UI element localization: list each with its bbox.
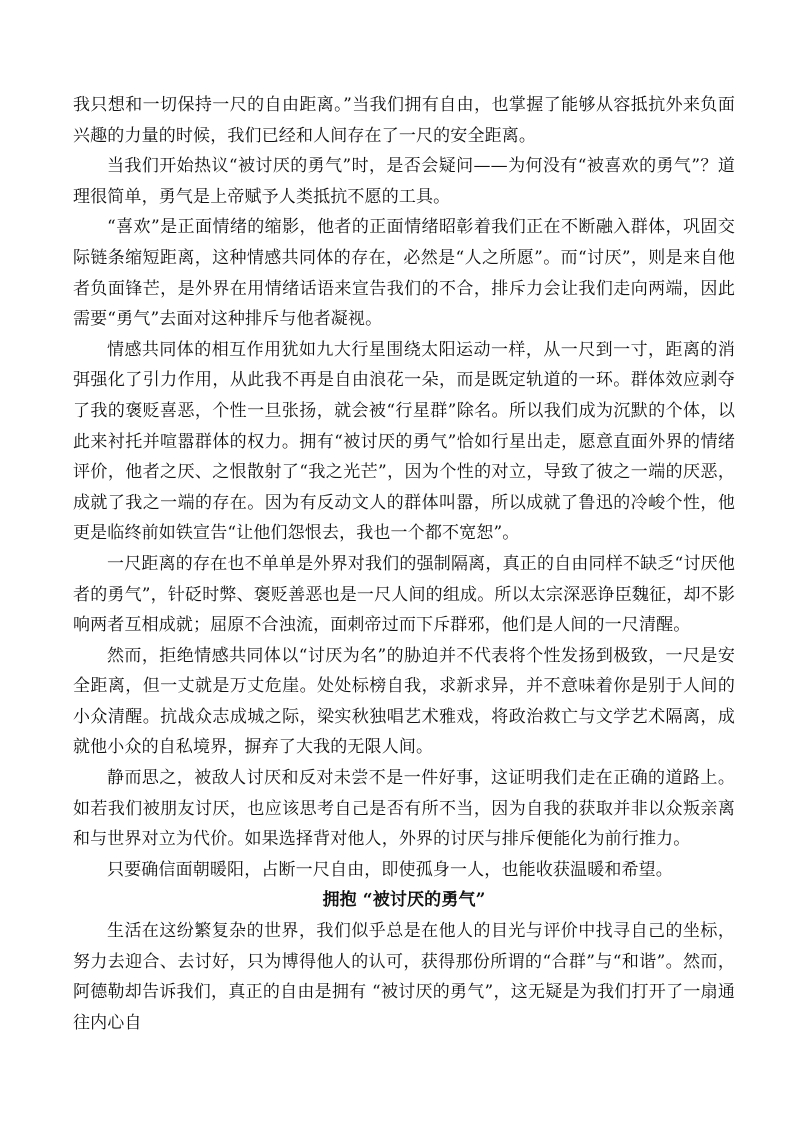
paragraph-3: “喜欢”是正面情绪的缩影，他者的正面情绪昭彰着我们正在不断融入群体，巩固交际链条缩短距离，这种情感共同体的存在，必然是“人之所愿”。而“讨厌”，则是来自他者负面锋芒，是外界在用情绪话语来宣告我们的不合，排斥力会让我们走向两端，因此需要“勇气”去面对这种排斥与他者凝视。 bbox=[73, 217, 735, 330]
paragraph-2: 当我们开始热议“被讨厌的勇气”时，是否会疑问——为何没有“被喜欢的勇气”？道理很简单，勇气是上帝赋予人类抵抗不愿的工具。 bbox=[73, 156, 735, 207]
closing-paragraph: 生活在这纷繁复杂的世界，我们似乎总是在他人的目光与评价中找寻自己的坐标，努力去迎合、去讨好，只为博得他人的认可，获得那份所谓的“合群”与“和谐”。然而，阿德勒却告诉我们，真正的自由是拥有 “被讨厌的勇气”，这无疑是为我们打开了一扇通往内心自 bbox=[73, 921, 735, 1033]
paragraph-1: 我只想和一切保持一尺的自由距离。”当我们拥有自由，也掌握了能够从容抵抗外来负面兴趣的力量的时候，我们已经和人间存在了一尺的安全距离。 bbox=[73, 95, 735, 146]
section-heading: 拥抱 “被讨厌的勇气” bbox=[322, 890, 486, 911]
paragraph-4: 情感共同体的相互作用犹如九大行星围绕太阳运动一样，从一尺到一寸，距离的消弭强化了引力作用，从此我不再是自由浪花一朵，而是既定轨道的一环。群体效应剥夺了我的褒贬喜恶，个性一旦张扬，就会被“行星群”除名。所以我们成为沉默的个体，以此来衬托并喧嚣群体的权力。拥有“被讨厌的勇气”恰如行星出走，愿意直面外界的情绪评价，他者之厌、之恨散射了“我之光芒”，因为个性的对立，导致了彼之一端的厌恶，成就了我之一端的存在。因为有反动文人的群体叫嚣，所以成就了鲁迅的冷峻个性，他更是临终前如铁宣告“让他们怨恨去，我也一个都不宽恕”。 bbox=[73, 339, 735, 544]
paragraph-5: 一尺距离的存在也不单单是外界对我们的强制隔离，真正的自由同样不缺乏“讨厌他者的勇气”，针砭时弊、褒贬善恶也是一尺人间的组成。所以太宗深恶诤臣魏征，却不影响两者互相成就；屈原不合浊流，面刺帝过而下斥群邪，他们是人间的一尺清醒。 bbox=[73, 553, 735, 636]
paragraph-6: 然而，拒绝情感共同体以“讨厌为名”的胁迫并不代表将个性发扬到极致，一尺是安全距离，但一丈就是万丈危崖。处处标榜自我，求新求异，并不意味着你是别于人间的小众清醒。抗战众志成城之际，梁实秋独唱艺术雅戏，将政治救亡与文学艺术隔离，成就他小众的自私境界，摒弃了大我的无限人间。 bbox=[73, 645, 735, 758]
paragraph-8: 只要确信面朝暖阳，占断一尺自由，即使孤身一人，也能收获温暖和希望。 bbox=[107, 859, 673, 880]
paragraph-7: 静而思之，被敌人讨厌和反对未尝不是一件好事，这证明我们走在正确的道路上。如若我们被朋友讨厌，也应该思考自己是否有所不当，因为自我的获取并非以众叛亲离和与世界对立为代价。如果选择背对他人，外界的讨厌与排斥便能化为前行推力。 bbox=[73, 768, 735, 850]
document-body bbox=[73, 90, 735, 1038]
